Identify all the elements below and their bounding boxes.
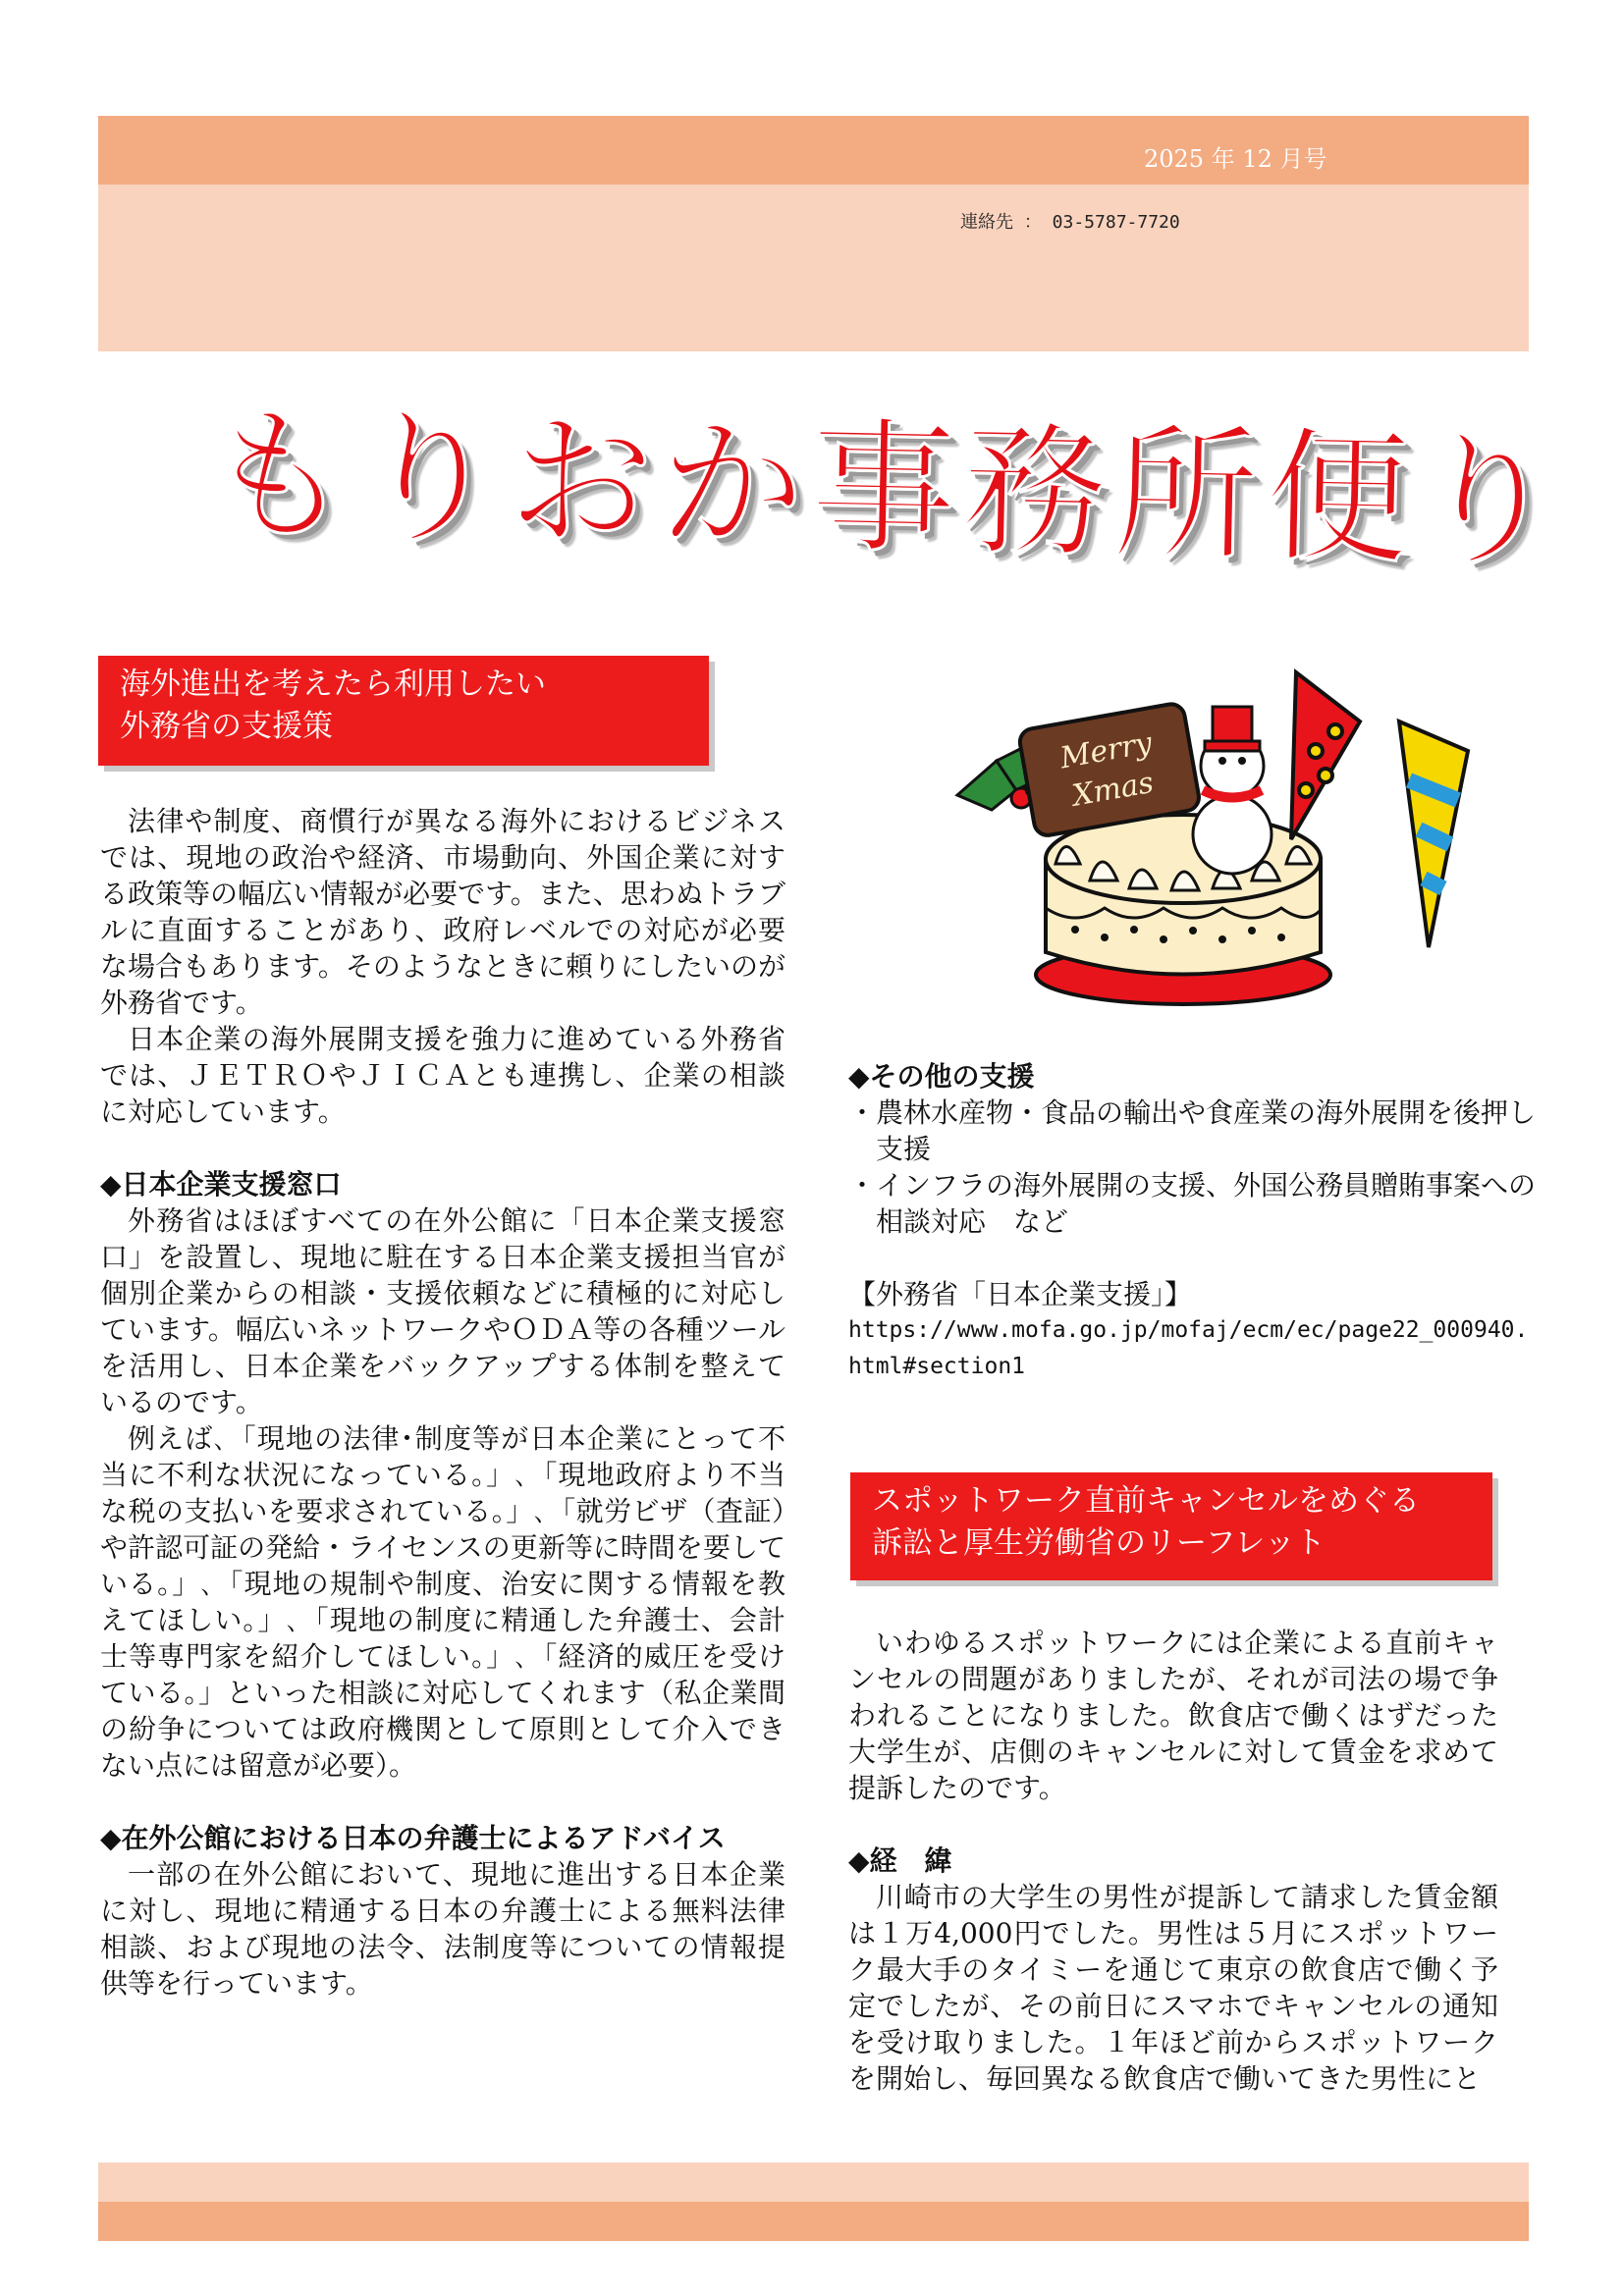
section2-sub1-title: ◆経 緯 bbox=[848, 1844, 952, 1877]
footer-band-top bbox=[98, 2163, 1529, 2202]
section2-sub1-p1: 川崎市の大学生の男性が提訴して請求した賃金額は１万4,000円でした。男性は５月にスポットワーク最大手のタイミーを通じて東京の飲食店で働く予定でしたが、その前日にスマホでキャンセルの通知を受け取りました。１年ほど前からスポットワークを開始し、毎回異なる飲食店で働いてきた男性にと bbox=[848, 1881, 1498, 2095]
section1-heading-line1: 海外進出を考えたら利用したい bbox=[120, 667, 546, 702]
christmas-cake-illustration bbox=[938, 663, 1488, 1016]
section1-body-right bbox=[848, 1058, 1536, 1385]
section1-sub1-p2: 例えば､「現地の法律･制度等が日本企業にとって不当に不利な状況になっている。」､「現地政府より不当な税の支払いを要求されている。」､「就労ビザ（査証）や許認可証の発給・ライセンスの更新等に時間を要している。」､「現地の規制や制度、治安に関する情報を教えてほしい。」､「現地の制度に精通した弁護士、会計士等専門家を紹介してほしい。」､「経済的威圧を受けている。」といった相談に対応してくれます（私企業間の紛争については政府機関として原則として介入できない点には留意が必要）。 bbox=[100, 1422, 785, 1782]
header-band-bottom bbox=[98, 185, 1529, 351]
contact-phone: 連絡先 ： 03-5787-7720 bbox=[960, 212, 1180, 233]
section2-heading-line1: スポットワーク直前キャンセルをめぐる bbox=[872, 1483, 1420, 1519]
svg-text:Xmas: Xmas bbox=[1069, 765, 1157, 814]
section1-ref-url[interactable]: https://www.mofa.go.jp/mofaj/ecm/ec/page22_000940.html#section1 bbox=[848, 1317, 1529, 1379]
section2-body bbox=[848, 1625, 1498, 2097]
section1-sub2-title: ◆在外公館における日本の弁護士によるアドバイス bbox=[100, 1822, 726, 1854]
section1-intro-p2: 日本企業の海外展開支援を強力に進めている外務省では、ＪＥＴＲＯやＪＩＣＡとも連携し、企業の相談に対応しています。 bbox=[100, 1023, 785, 1128]
edition-label: 2025 年 12 月号 bbox=[1144, 145, 1327, 173]
section1-sub2-p1: 一部の在外公館において、現地に進出する日本企業に対し、現地に精通する日本の弁護士による無料法律相談、および現地の法令、法制度等についての情報提供等を行っています。 bbox=[100, 1858, 785, 2000]
section2-intro-p1: いわゆるスポットワークには企業による直前キャンセルの問題がありましたが、それが司法の場で争われることになりました。飲食店で働くはずだった大学生が、店側のキャンセルに対して賃金を求めて提訴したのです。 bbox=[848, 1627, 1498, 1804]
footer-band-bottom bbox=[98, 2202, 1529, 2241]
section2-heading bbox=[850, 1472, 1492, 1580]
section1-sub3-item-1: ・農林水産物・食品の輸出や食産業の海外展開を後押し支援 bbox=[848, 1096, 1537, 1165]
section1-ref-label: 【外務省「日本企業支援」】 bbox=[848, 1278, 1193, 1310]
section1-sub3-item-2: ・インフラの海外展開の支援、外国公務員贈賄事案への相談対応 など bbox=[848, 1169, 1537, 1238]
section1-sub1-p1: 外務省はほぼすべての在外公館に「日本企業支援窓口」を設置し、現地に駐在する日本企業支援担当官が個別企業からの相談・支援依頼などに積極的に対応しています。幅広いネットワークやＯＤＡ等の各種ツールを活用し、日本企業をバックアップする体制を整えているのです。 bbox=[100, 1204, 785, 1418]
newsletter-title: もりおか事務所便り bbox=[204, 390, 1569, 588]
section1-intro-p1: 法律や制度、商慣行が異なる海外におけるビジネスでは、現地の政治や経済、市場動向、外国企業に対する政策等の幅広い情報が必要です。また、思わぬトラブルに直面することがあり、政府レベルでの対応が必要な場合もあります。そのようなときに頼りにしたいのが外務省です。 bbox=[100, 805, 785, 1019]
section1-body-left bbox=[100, 803, 785, 2002]
section2-heading-line2: 訴訟と厚生労働省のリーフレット bbox=[872, 1525, 1326, 1561]
section1-sub3-title: ◆その他の支援 bbox=[848, 1060, 1035, 1093]
section1-heading-line2: 外務省の支援策 bbox=[120, 709, 333, 744]
section1-sub1-title: ◆日本企業支援窓口 bbox=[100, 1168, 342, 1201]
section1-heading bbox=[98, 656, 709, 766]
svg-text:Merry: Merry bbox=[1057, 725, 1155, 776]
